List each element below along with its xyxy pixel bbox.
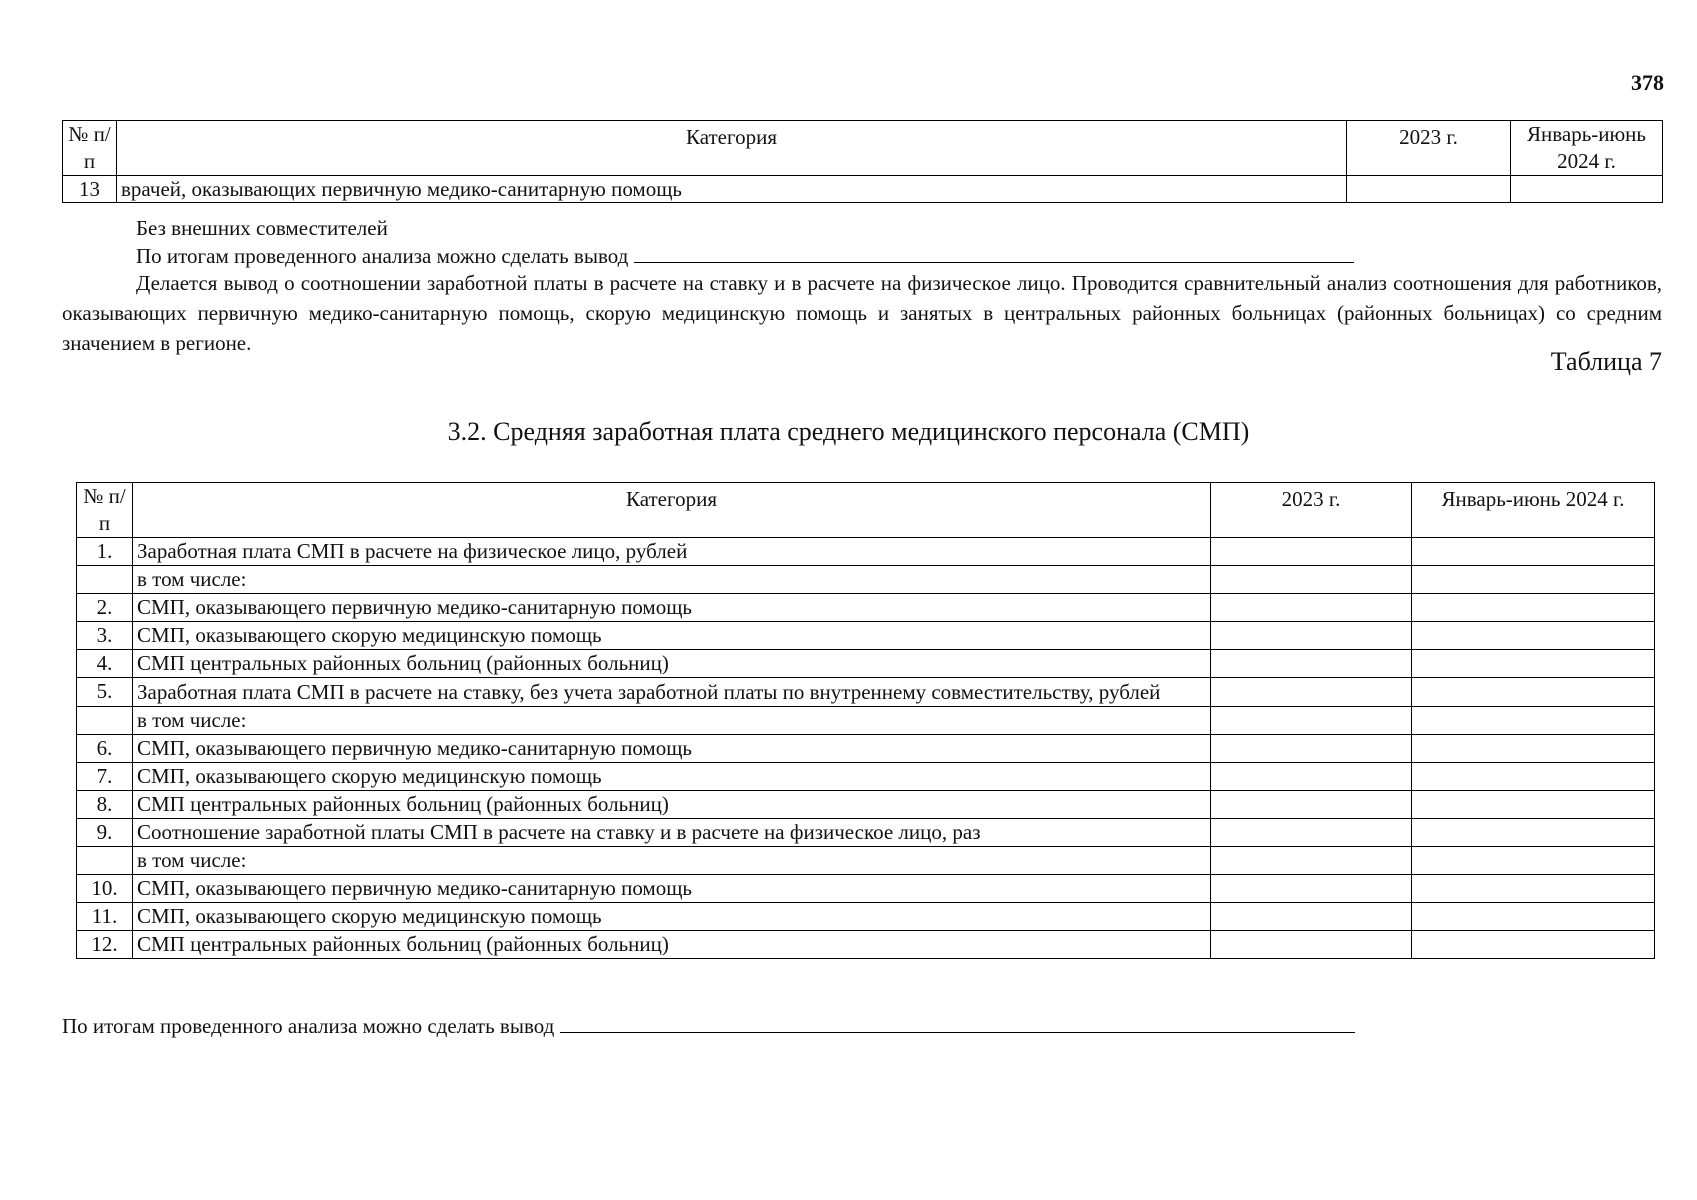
row-category: СМП центральных районных больниц (районных больниц)	[133, 931, 1211, 959]
table-header-row	[77, 483, 1655, 538]
row-value-2024	[1412, 847, 1655, 875]
row-value-2023	[1211, 875, 1412, 903]
row-value-2023	[1211, 735, 1412, 763]
row-number: 10.	[77, 875, 133, 903]
header-jan-jun-2024: Январь-июнь 2024 г.	[1412, 483, 1655, 538]
page-number: 378	[1631, 70, 1664, 95]
salary-table-nursing-staff	[76, 482, 1655, 959]
row-number: 9.	[77, 819, 133, 847]
table-row	[77, 566, 1655, 594]
conclusion-prompt: По итогам проведенного анализа можно сделать вывод	[136, 244, 629, 268]
row-value-2024	[1412, 763, 1655, 791]
row-value-2023	[1211, 819, 1412, 847]
table-row	[77, 707, 1655, 735]
row-category: СМП центральных районных больниц (районных больниц)	[133, 650, 1211, 678]
final-conclusion-prompt: По итогам проведенного анализа можно сделать вывод	[62, 1014, 555, 1038]
table-row	[77, 763, 1655, 791]
table-row	[77, 594, 1655, 622]
table-row	[77, 847, 1655, 875]
row-value-2023	[1211, 791, 1412, 819]
row-number	[77, 566, 133, 594]
row-category: СМП, оказывающего первичную медико-санитарную помощь	[133, 735, 1211, 763]
row-number	[77, 847, 133, 875]
table-row	[77, 538, 1655, 566]
row-value-2024	[1412, 594, 1655, 622]
row-category: СМП центральных районных больниц (районных больниц)	[133, 791, 1211, 819]
table-label: Таблица 7	[1550, 347, 1662, 376]
row-number: 12.	[77, 931, 133, 959]
row-number: 4.	[77, 650, 133, 678]
row-category: Заработная плата СМП в расчете на физическое лицо, рублей	[133, 538, 1211, 566]
conclusion-line-2	[62, 1012, 1355, 1040]
conclusion-blank-line[interactable]	[634, 242, 1354, 263]
row-value-2024	[1412, 566, 1655, 594]
table-row	[77, 735, 1655, 763]
row-value-2024	[1412, 819, 1655, 847]
section-title: 3.2. Средняя заработная плата среднего медицинского персонала (СМП)	[447, 417, 1250, 446]
row-value-2024	[1412, 791, 1655, 819]
row-number: 13	[63, 176, 117, 203]
row-value-2024	[1412, 875, 1655, 903]
table-row	[77, 875, 1655, 903]
header-year-2023: 2023 г.	[1347, 121, 1511, 176]
row-number: 11.	[77, 903, 133, 931]
row-number: 2.	[77, 594, 133, 622]
row-number: 1.	[77, 538, 133, 566]
row-value-2023	[1211, 707, 1412, 735]
row-value-2024	[1412, 931, 1655, 959]
row-value-2024	[1412, 707, 1655, 735]
row-category: в том числе:	[133, 707, 1211, 735]
header-number: № п/п	[77, 483, 133, 538]
row-category: СМП, оказывающего скорую медицинскую помощь	[133, 763, 1211, 791]
row-category: СМП, оказывающего первичную медико-санитарную помощь	[133, 875, 1211, 903]
row-value-2024	[1412, 678, 1655, 707]
row-value-2024	[1412, 622, 1655, 650]
row-value-2023	[1211, 622, 1412, 650]
table-row	[77, 819, 1655, 847]
note-external-part-timers: Без внешних совместителей	[136, 216, 388, 240]
row-value-2023	[1211, 931, 1412, 959]
table-header-row	[63, 121, 1663, 176]
table-row	[77, 622, 1655, 650]
row-value-2023	[1211, 763, 1412, 791]
table-row	[77, 678, 1655, 707]
row-category: Соотношение заработной платы СМП в расчете на ставку и в расчете на физическое лицо, раз	[133, 819, 1211, 847]
row-value-2023	[1211, 566, 1412, 594]
table-row	[77, 931, 1655, 959]
row-value-2024	[1412, 650, 1655, 678]
analysis-paragraph: Делается вывод о соотношении заработной платы в расчете на ставку и в расчете на физическое лицо. Проводится сравнительный анализ соотношения для работников, оказывающих первичную медико-санитарную помощь, скорую медицинскую помощь и занятых в центральных районных больницах (районных больницах) со средним значением в регионе.	[62, 271, 1662, 355]
row-number: 5.	[77, 678, 133, 707]
header-category: Категория	[117, 121, 1347, 176]
row-value-2023	[1211, 903, 1412, 931]
row-value-2023	[1211, 538, 1412, 566]
row-value-2024	[1412, 735, 1655, 763]
row-value-2023	[1211, 650, 1412, 678]
header-year-2023: 2023 г.	[1211, 483, 1412, 538]
table-row	[77, 903, 1655, 931]
row-number: 3.	[77, 622, 133, 650]
row-value-2023	[1211, 594, 1412, 622]
conclusion-line-1	[136, 242, 1354, 270]
header-number: № п/п	[63, 121, 117, 176]
salary-table-doctors-continued	[62, 120, 1663, 203]
row-value-2023	[1211, 678, 1412, 707]
row-category: Заработная плата СМП в расчете на ставку, без учета заработной платы по внутреннему совместительству, рублей	[133, 678, 1211, 707]
row-category: СМП, оказывающего скорую медицинскую помощь	[133, 903, 1211, 931]
row-value-2023	[1347, 176, 1511, 203]
row-category: СМП, оказывающего скорую медицинскую помощь	[133, 622, 1211, 650]
row-value-2024	[1412, 903, 1655, 931]
row-number	[77, 707, 133, 735]
row-value-2024	[1412, 538, 1655, 566]
table-row	[77, 650, 1655, 678]
row-value-2023	[1211, 847, 1412, 875]
row-category: врачей, оказывающих первичную медико-санитарную помощь	[117, 176, 1347, 203]
row-category: СМП, оказывающего первичную медико-санитарную помощь	[133, 594, 1211, 622]
row-number: 8.	[77, 791, 133, 819]
row-number: 7.	[77, 763, 133, 791]
table-row	[63, 176, 1663, 203]
table-row	[77, 791, 1655, 819]
row-value-2024	[1511, 176, 1663, 203]
row-category: в том числе:	[133, 847, 1211, 875]
row-number: 6.	[77, 735, 133, 763]
header-jan-jun-2024: Январь-июнь 2024 г.	[1511, 121, 1663, 176]
final-conclusion-blank-line[interactable]	[560, 1012, 1355, 1033]
row-category: в том числе:	[133, 566, 1211, 594]
header-category: Категория	[133, 483, 1211, 538]
